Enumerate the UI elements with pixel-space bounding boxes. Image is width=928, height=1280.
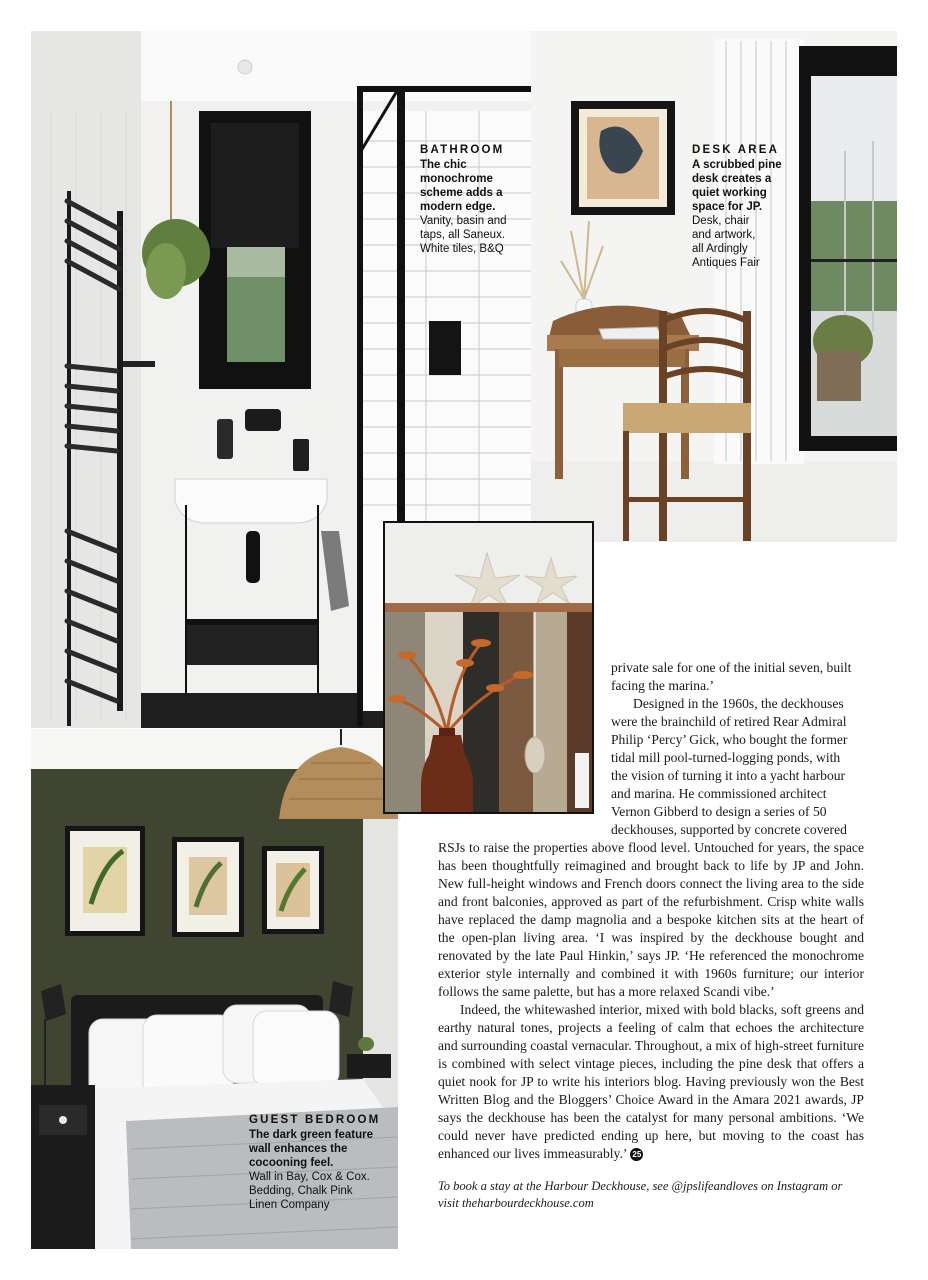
text-line: were the brainchild of retired Rear Admiral [611, 714, 847, 729]
text-line: tidal mill pool-turned-logging ponds, with [611, 750, 841, 765]
text-line: Vernon Gibberd to design a series of 50 [611, 804, 827, 819]
article-body [438, 839, 864, 1163]
text-line: Designed in the 1960s, the deckhouses [633, 696, 844, 711]
caption-credit: Vanity, basin and taps, all Saneux. White tiles, B&Q [420, 215, 507, 255]
desk-area-caption [692, 144, 792, 270]
caption-lead: A scrubbed pine desk creates a quiet working space for JP. [692, 159, 782, 213]
article-paragraph-text: Indeed, the whitewashed interior, mixed with bold blacks, soft greens and earthy natural tones, projects a feeling of calm that echoes the architecture and surrounding coastal vernacular. Throughout, a mix of high-street furniture is combined with select vintage pieces, including the pine desk that offers a quiet nook for JP to write his interiors blog. Having previously won the Best Written Blog and the Bloggers’ Choice Award in the Amara 2021 awards, JP says the deckhouse has been the catalyst for many personal ambitions. ‘We could never have predicted ending up here, but moving to the coast has enhanced our lives immeasurably.’ [438, 1002, 864, 1161]
text-line: facing the marina.’ [611, 678, 715, 693]
page-number-badge: 25 [630, 1148, 643, 1161]
caption-title: BATHROOM [420, 144, 505, 156]
caption-credit: Desk, chair and artwork, all Ardingly Antiques Fair [692, 215, 760, 269]
text-line: Philip ‘Percy’ Gick, who bought the former [611, 732, 848, 747]
text-line: and marina. He commissioned architect [611, 786, 827, 801]
article-paragraph-final [438, 1001, 864, 1163]
bathroom-caption [420, 144, 525, 256]
caption-credit: Wall in Bay, Cox & Cox. Bedding, Chalk Pink Linen Company [249, 1171, 370, 1211]
caption-lead: The dark green feature wall enhances the cocooning feel. [249, 1129, 373, 1169]
desk-area-photo [531, 31, 897, 542]
caption-lead: The chic monochrome scheme adds a modern edge. [420, 159, 503, 213]
caption-title: GUEST BEDROOM [249, 1114, 381, 1126]
text-line: deckhouses, supported by concrete covered [611, 822, 847, 837]
text-line: the vision of turning it into a yacht harbour [611, 768, 846, 783]
starfish-detail-photo [383, 521, 594, 814]
caption-title: DESK AREA [692, 144, 780, 156]
text-line: private sale for one of the initial seven, built [611, 660, 852, 675]
booking-footnote: To book a stay at the Harbour Deckhouse, see @jpslifeandloves on Instagram or visit theharbourdeckhouse.com [438, 1179, 843, 1210]
article-paragraph: RSJs to raise the properties above flood level. Untouched for years, the space has been thoughtfully reimagined and brought back to life by JP and John. New full-height windows and French doors connect the living area to the side and front balconies, approved as part of the refurbishment. Crisp white walls have replaced the damp magnolia and a bespoke kitchen sits at the heart of the open-plan living area. ‘I was inspired by the deckhouse bought and renovated by the late Paul Hinkin,’ says JP. ‘He referenced the monochrome exterior style internally and combined it with 1960s furniture; our interior follows the same palette, but has a more relaxed Scandi vibe.’ [438, 840, 864, 999]
article-column-top [611, 659, 871, 839]
guest-bedroom-caption [249, 1114, 397, 1212]
